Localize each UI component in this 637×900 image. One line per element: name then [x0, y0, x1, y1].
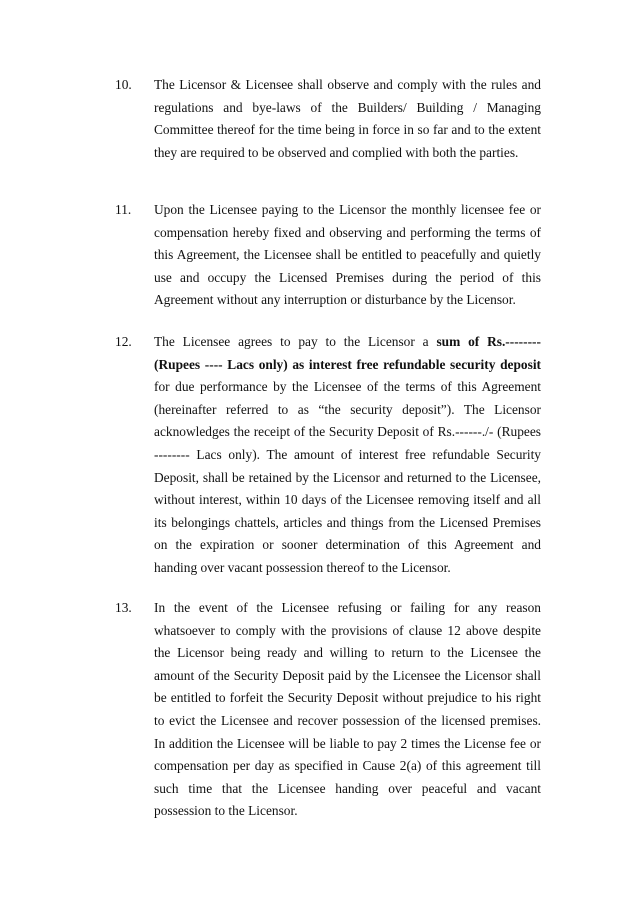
- clause-number: 12.: [115, 334, 132, 349]
- clause-text-lead: The Licensee agrees to pay to the Licensor a: [154, 334, 437, 349]
- clause-number: 13.: [115, 600, 132, 615]
- clause-number: 10.: [115, 77, 132, 92]
- clause-text: [154, 331, 541, 580]
- clause-text: In the event of the Licensee refusing or failing for any reason whatsoever to comply with the provisions of clause 12 above despite the Licensor being ready and willing to return to the Licensee the amount of the Security Deposit paid by the Licensee the Licensor shall be entitled to forfeit the Security Deposit without prejudice to his right to evict the Licensee and recover possession of the licensed premises. In addition the Licensee will be liable to pay 2 times the License fee or compensation per day as specified in Cause 2(a) of this agreement till such time that the Licensee handing over peaceful and vacant possession to the Licensor.: [154, 600, 541, 819]
- clause-text: The Licensor & Licensee shall observe and comply with the rules and regulations and bye-laws of the Builders/ Building / Managing Committee thereof for the time being in force in so far and to the extent they are required to be observed and complied with both the parties.: [154, 77, 541, 160]
- clause-text-rest: for due performance by the Licensee of the terms of this Agreement (hereinafter referred to as “the security deposit”). The Licensor acknowledges the receipt of the Security Deposit of Rs.------./- (Rupees -------- Lacs only). The amount of interest free refundable Security Deposit, shall be retained by the Licensor and returned to the Licensee, without interest, within 10 days of the Licensee removing itself and all its belongings chattels, articles and things from the Licensed Premises on the expiration or sooner determination of this Agreement and handing over vacant possession thereof to the Licensor.: [154, 379, 541, 575]
- clause-number: 11.: [115, 202, 132, 217]
- clause-text: Upon the Licensee paying to the Licensor the monthly licensee fee or compensation hereby fixed and observing and performing the terms of this Agreement, the Licensee shall be entitled to peacefully and quietly use and occupy the Licensed Premises during the period of this Agreement without any interruption or disturbance by the Licensor.: [154, 202, 541, 308]
- security-deposit-amount: sum of Rs.-------- (Rupees ---- Lacs only) as interest free refundable security deposit: [154, 334, 541, 372]
